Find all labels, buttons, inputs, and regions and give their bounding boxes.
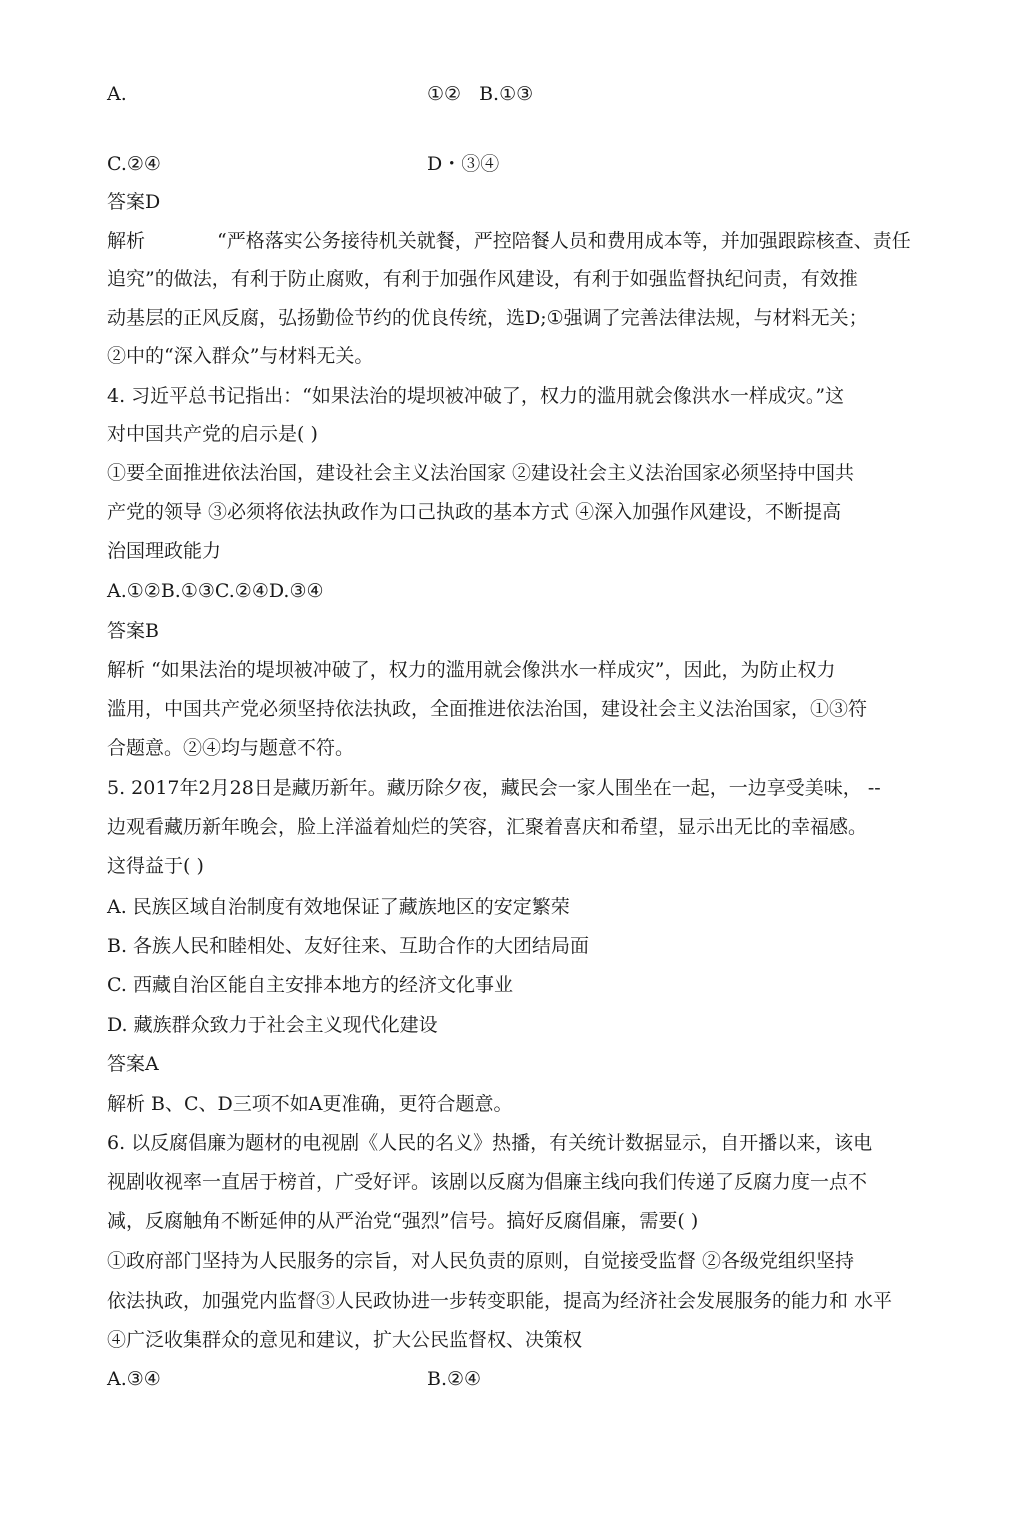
q3-option-d: D・③④ bbox=[427, 153, 500, 175]
q3-option-c: C.②④ bbox=[107, 153, 161, 175]
q4-statement-line-1: ①要全面推进依法治国，建设社会主义法治国家 ②建设社会主义法治国家必须坚持中国共 bbox=[107, 462, 855, 484]
q6-choice-b: B.②④ bbox=[427, 1368, 482, 1390]
q3-option-a: A. bbox=[107, 83, 127, 105]
q6-statement-line-3: ④广泛收集群众的意见和建议，扩大公民监督权、决策权 bbox=[107, 1329, 583, 1351]
q3-option-a-content: ①② bbox=[427, 83, 462, 105]
q4-stem-line-2: 对中国共产党的启示是( ) bbox=[107, 423, 318, 445]
q4-analysis-line-3: 合题意。②④均与题意不符。 bbox=[107, 737, 355, 759]
q5-stem-line-1: 5. 2017年2月28日是藏历新年。藏历除夕夜，藏民会一家人围坐在一起，一边享受美味， -- bbox=[107, 777, 881, 799]
q5-option-a: A. 民族区域自治制度有效地保证了藏族地区的安定繁荣 bbox=[107, 896, 570, 918]
q3-answer: 答案D bbox=[107, 191, 161, 213]
q5-stem-line-3: 这得益于( ) bbox=[107, 855, 204, 877]
q3-analysis-line-1 bbox=[107, 228, 927, 254]
q4-analysis-line-1: 解析 “如果法治的堤坝被冲破了，权力的滥用就会像洪水一样成灾”，因此，为防止权力 bbox=[107, 659, 836, 681]
q3-options-row-2 bbox=[107, 151, 927, 177]
q5-option-d: D. 藏族群众致力于社会主义现代化建设 bbox=[107, 1014, 438, 1036]
q6-stem-line-2: 视剧收视率一直居于榜首，广受好评。该剧以反腐为倡廉主线向我们传递了反腐力度一点不 bbox=[107, 1171, 868, 1193]
q3-options-row-1 bbox=[107, 81, 927, 107]
q4-analysis-line-2: 滥用，中国共产党必须坚持依法执政，全面推进依法治国，建设社会主义法治国家，①③符 bbox=[107, 698, 868, 720]
q4-stem-line-1: 4. 习近平总书记指出：“如果法治的堤坝被冲破了，权力的滥用就会像洪水一样成灾。”这 bbox=[107, 385, 845, 407]
q3-option-b: B.①③ bbox=[479, 83, 534, 105]
q6-choices-row bbox=[107, 1366, 927, 1392]
q3-analysis-line-4: ②中的“深入群众”与材料无关。 bbox=[107, 345, 374, 367]
q5-answer: 答案A bbox=[107, 1053, 159, 1075]
q4-choices: A.①②B.①③C.②④D.③④ bbox=[107, 580, 324, 602]
q6-stem-line-1: 6. 以反腐倡廉为题材的电视剧《人民的名义》热播，有关统计数据显示，自开播以来，该电 bbox=[107, 1132, 873, 1154]
q5-stem-line-2: 边观看藏历新年晚会，脸上洋溢着灿烂的笑容，汇聚着喜庆和希望，显示出无比的幸福感。 bbox=[107, 816, 868, 838]
q3-analysis-label: 解析 bbox=[107, 230, 146, 252]
q5-option-b: B. 各族人民和睦相处、友好往来、互助合作的大团结局面 bbox=[107, 935, 590, 957]
q6-stem-line-3: 减，反腐触角不断延伸的从严治党“强烈”信号。搞好反腐倡廉，需要( ) bbox=[107, 1210, 699, 1232]
q4-statement-line-2: 产党的领导 ③必须将依法执政作为口己执政的基本方式 ④深入加强作风建设，不断提高 bbox=[107, 501, 842, 523]
q4-statement-line-3: 治国理政能力 bbox=[107, 540, 222, 562]
q5-option-c: C. 西藏自治区能自主安排本地方的经济文化事业 bbox=[107, 974, 513, 996]
q6-statement-line-1: ①政府部门坚持为人民服务的宗旨，对人民负责的原则，自觉接受监督 ②各级党组织坚持 bbox=[107, 1250, 855, 1272]
q3-analysis-text-1: “严格落实公务接待机关就餐，严控陪餐人员和费用成本等，并加强跟踪核查、责任 bbox=[217, 230, 911, 252]
q3-analysis-line-2: 追究”的做法，有利于防止腐败，有利于加强作风建设，有利于如强监督执纪问责，有效推 bbox=[107, 268, 858, 290]
q4-answer: 答案B bbox=[107, 620, 159, 642]
q6-choice-a: A.③④ bbox=[107, 1368, 161, 1390]
q3-analysis-line-3: 动基层的正风反腐，弘扬勤俭节约的优良传统，选D;①强调了完善法律法规，与材料无关； bbox=[107, 307, 868, 329]
q5-analysis: 解析 B、C、D三项不如A更准确，更符合题意。 bbox=[107, 1093, 513, 1115]
q6-statement-line-2: 依法执政，加强党内监督③人民政协进一步转变职能，提高为经济社会发展服务的能力和 水平 bbox=[107, 1290, 893, 1312]
